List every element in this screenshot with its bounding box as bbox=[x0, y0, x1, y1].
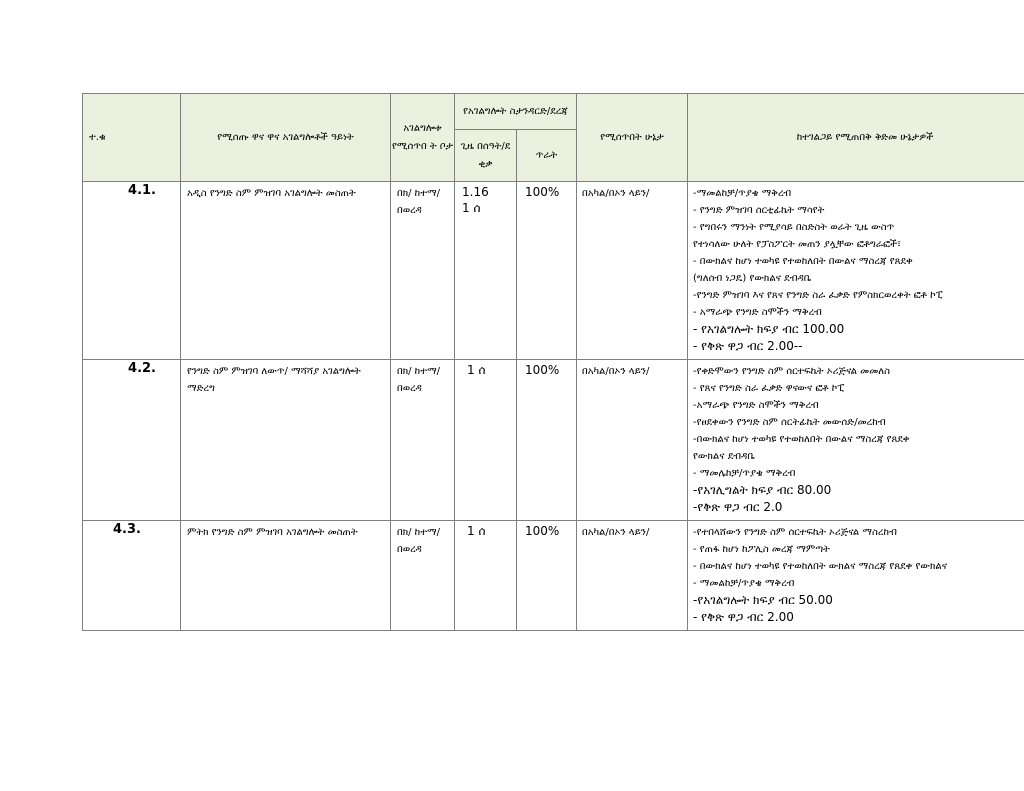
requirement-item: - የግበሩን ማንነት የሚያሳይ በስድስት ወራት ጊዜ ውስጥ bbox=[693, 222, 895, 233]
header-service-place: አገልግሎቱ የሚሰጥበ ት ቦታ bbox=[391, 94, 455, 182]
row-number: 4.2. bbox=[83, 360, 181, 521]
requirement-item: የውክልና ደብዳቤ bbox=[693, 451, 755, 462]
service-time-value: 1.16 bbox=[462, 185, 489, 199]
requirement-item: -ማመልከቻ/ጥያቄ ማቅረብ bbox=[693, 188, 792, 199]
service-mode: በአካል/በኦን ላይን/ bbox=[577, 182, 688, 360]
header-requirements: ከተገልጋይ የሚጠበቅ ቅድመ ሁኔታዎች bbox=[688, 94, 1024, 182]
row-number: 4.1. bbox=[83, 182, 181, 360]
requirement-item: -በውክልና ከሆነ ተወካዩ የተወከለበት በውልና ማስረጃ የጸደቀ bbox=[693, 434, 910, 445]
requirement-item: - ማመሌከቻ/ጥያቄ ማቅረብ bbox=[693, 468, 796, 479]
service-time-value: 1 ሰ bbox=[467, 363, 486, 377]
requirement-item: -የንግድ ምዝገባ እና የጸና የንግድ ስራ ፈቃድ የምስክርወረቀት ፎቶ ኮፒ bbox=[693, 290, 943, 301]
service-quality: 100% bbox=[517, 182, 577, 360]
header-service-standard: የአገልግሎት ስታንዳርድ/ደረጃ bbox=[455, 94, 577, 130]
table-row bbox=[83, 521, 1024, 631]
header-no: ተ.ቁ bbox=[83, 94, 181, 182]
service-place: በክ/ ከተማ/ በወረዳ bbox=[391, 360, 455, 521]
requirement-item: - የጸና የንግድ ስራ ፈቃድ ዋናውና ፎቶ ኮፒ bbox=[693, 383, 845, 394]
header-service-type: የሚሰጡ ዋና ዋና አገልግሎቶች ዓይነት bbox=[181, 94, 391, 182]
service-quality: 100% bbox=[517, 360, 577, 521]
requirement-form-price: - የቅጽ ዋጋ ብር 2.00-- bbox=[693, 339, 803, 353]
requirement-item: - አማራጭ የንግድ ስሞችን ማቅረብ bbox=[693, 307, 822, 318]
header-quality: ጥራት bbox=[517, 130, 577, 182]
service-time bbox=[455, 521, 517, 631]
requirements-list bbox=[688, 360, 1024, 521]
service-name: አዲስ የንግድ ስም ምዝገባ አገልግሎት መስጠት bbox=[181, 182, 391, 360]
requirement-item: -አማራጭ የንግድ ስሞችን ማቅረብ bbox=[693, 400, 819, 411]
requirement-item: - የጠፋ ከሆነ ከፖሊስ መረጃ ማምጣት bbox=[693, 544, 830, 555]
requirement-fee: - የአገልግሎት ክፍያ ብር 100.00 bbox=[693, 322, 845, 336]
service-name: የንግድ ስም ምዝገባ ለውጥ/ ማሻሻያ አገልግሎት ማድረግ bbox=[181, 360, 391, 521]
service-mode: በአካል/በኦን ላይን/ bbox=[577, 521, 688, 631]
requirement-item: - ማመልከቻ/ጥያቄ ማቅረብ bbox=[693, 578, 795, 589]
service-place: በክ/ ከተማ/ በወረዳ bbox=[391, 521, 455, 631]
service-time bbox=[455, 360, 517, 521]
requirements-list bbox=[688, 521, 1024, 631]
service-quality: 100% bbox=[517, 521, 577, 631]
row-number: 4.3. bbox=[83, 521, 181, 631]
requirement-item: - የንግድ ምዝገባ ሰርቲፊኬት ማሳየት bbox=[693, 205, 825, 216]
service-mode: በአካል/በኦን ላይን/ bbox=[577, 360, 688, 521]
service-place: በክ/ ከተማ/ በወረዳ bbox=[391, 182, 455, 360]
service-time bbox=[455, 182, 517, 360]
services-table bbox=[82, 93, 1024, 631]
requirement-item: - በውክልና ከሆነ ተወካዩ የተወከለበት ውክልና ማስረጃ የጸደቀ የውክልና bbox=[693, 561, 948, 572]
requirement-item: - በውክልና ከሆነ ተወካዩ የተወከለበት በውልና ማስረጃ የጸደቀ bbox=[693, 256, 913, 267]
requirement-item: የተነሳለው ሁለት የፓስፖርት መጠን ያሏቸው ፎቶግራፎች፣ bbox=[693, 239, 902, 250]
requirement-fee: -የአገልግሎት ክፍያ ብር 50.00 bbox=[693, 593, 833, 607]
requirement-item: -የተበላሸውን የንግድ ስም ሰርተፍኬት ኦሪጅናል ማስረከብ bbox=[693, 527, 897, 538]
requirement-item: (ግለሰብ ነጋዴ) የውክልና ደብዳቤ bbox=[693, 273, 812, 284]
service-name: ምትክ የንግድ ስም ምዝገባ አገልግሎት መስጠት bbox=[181, 521, 391, 631]
requirement-item: -የቀድሞውን የንግድ ስም ሰርተፍኬት ኦሪጅናል መመለስ bbox=[693, 366, 890, 377]
requirement-fee: -የአገሊግልት ክፍያ ብር 80.00 bbox=[693, 483, 832, 497]
header-time: ጊዜ በሰዓት/ደ ቂቃ bbox=[455, 130, 517, 182]
requirement-form-price: -የቅጽ ዋጋ ብር 2.0 bbox=[693, 500, 783, 514]
service-time-unit: 1 ሰ bbox=[462, 201, 481, 215]
service-time-value: 1 ሰ bbox=[467, 524, 486, 538]
table-row bbox=[83, 182, 1024, 360]
table-row bbox=[83, 360, 1024, 521]
requirements-list bbox=[688, 182, 1024, 360]
requirement-form-price: - የቅጽ ዋጋ ብር 2.00 bbox=[693, 610, 794, 624]
header-service-mode: የሚሰጥበት ሁኔታ bbox=[577, 94, 688, 182]
requirement-item: -የፀደቀውን የንግድ ስም ሰርትፊኬት መውሰድ/መረከብ bbox=[693, 417, 886, 428]
